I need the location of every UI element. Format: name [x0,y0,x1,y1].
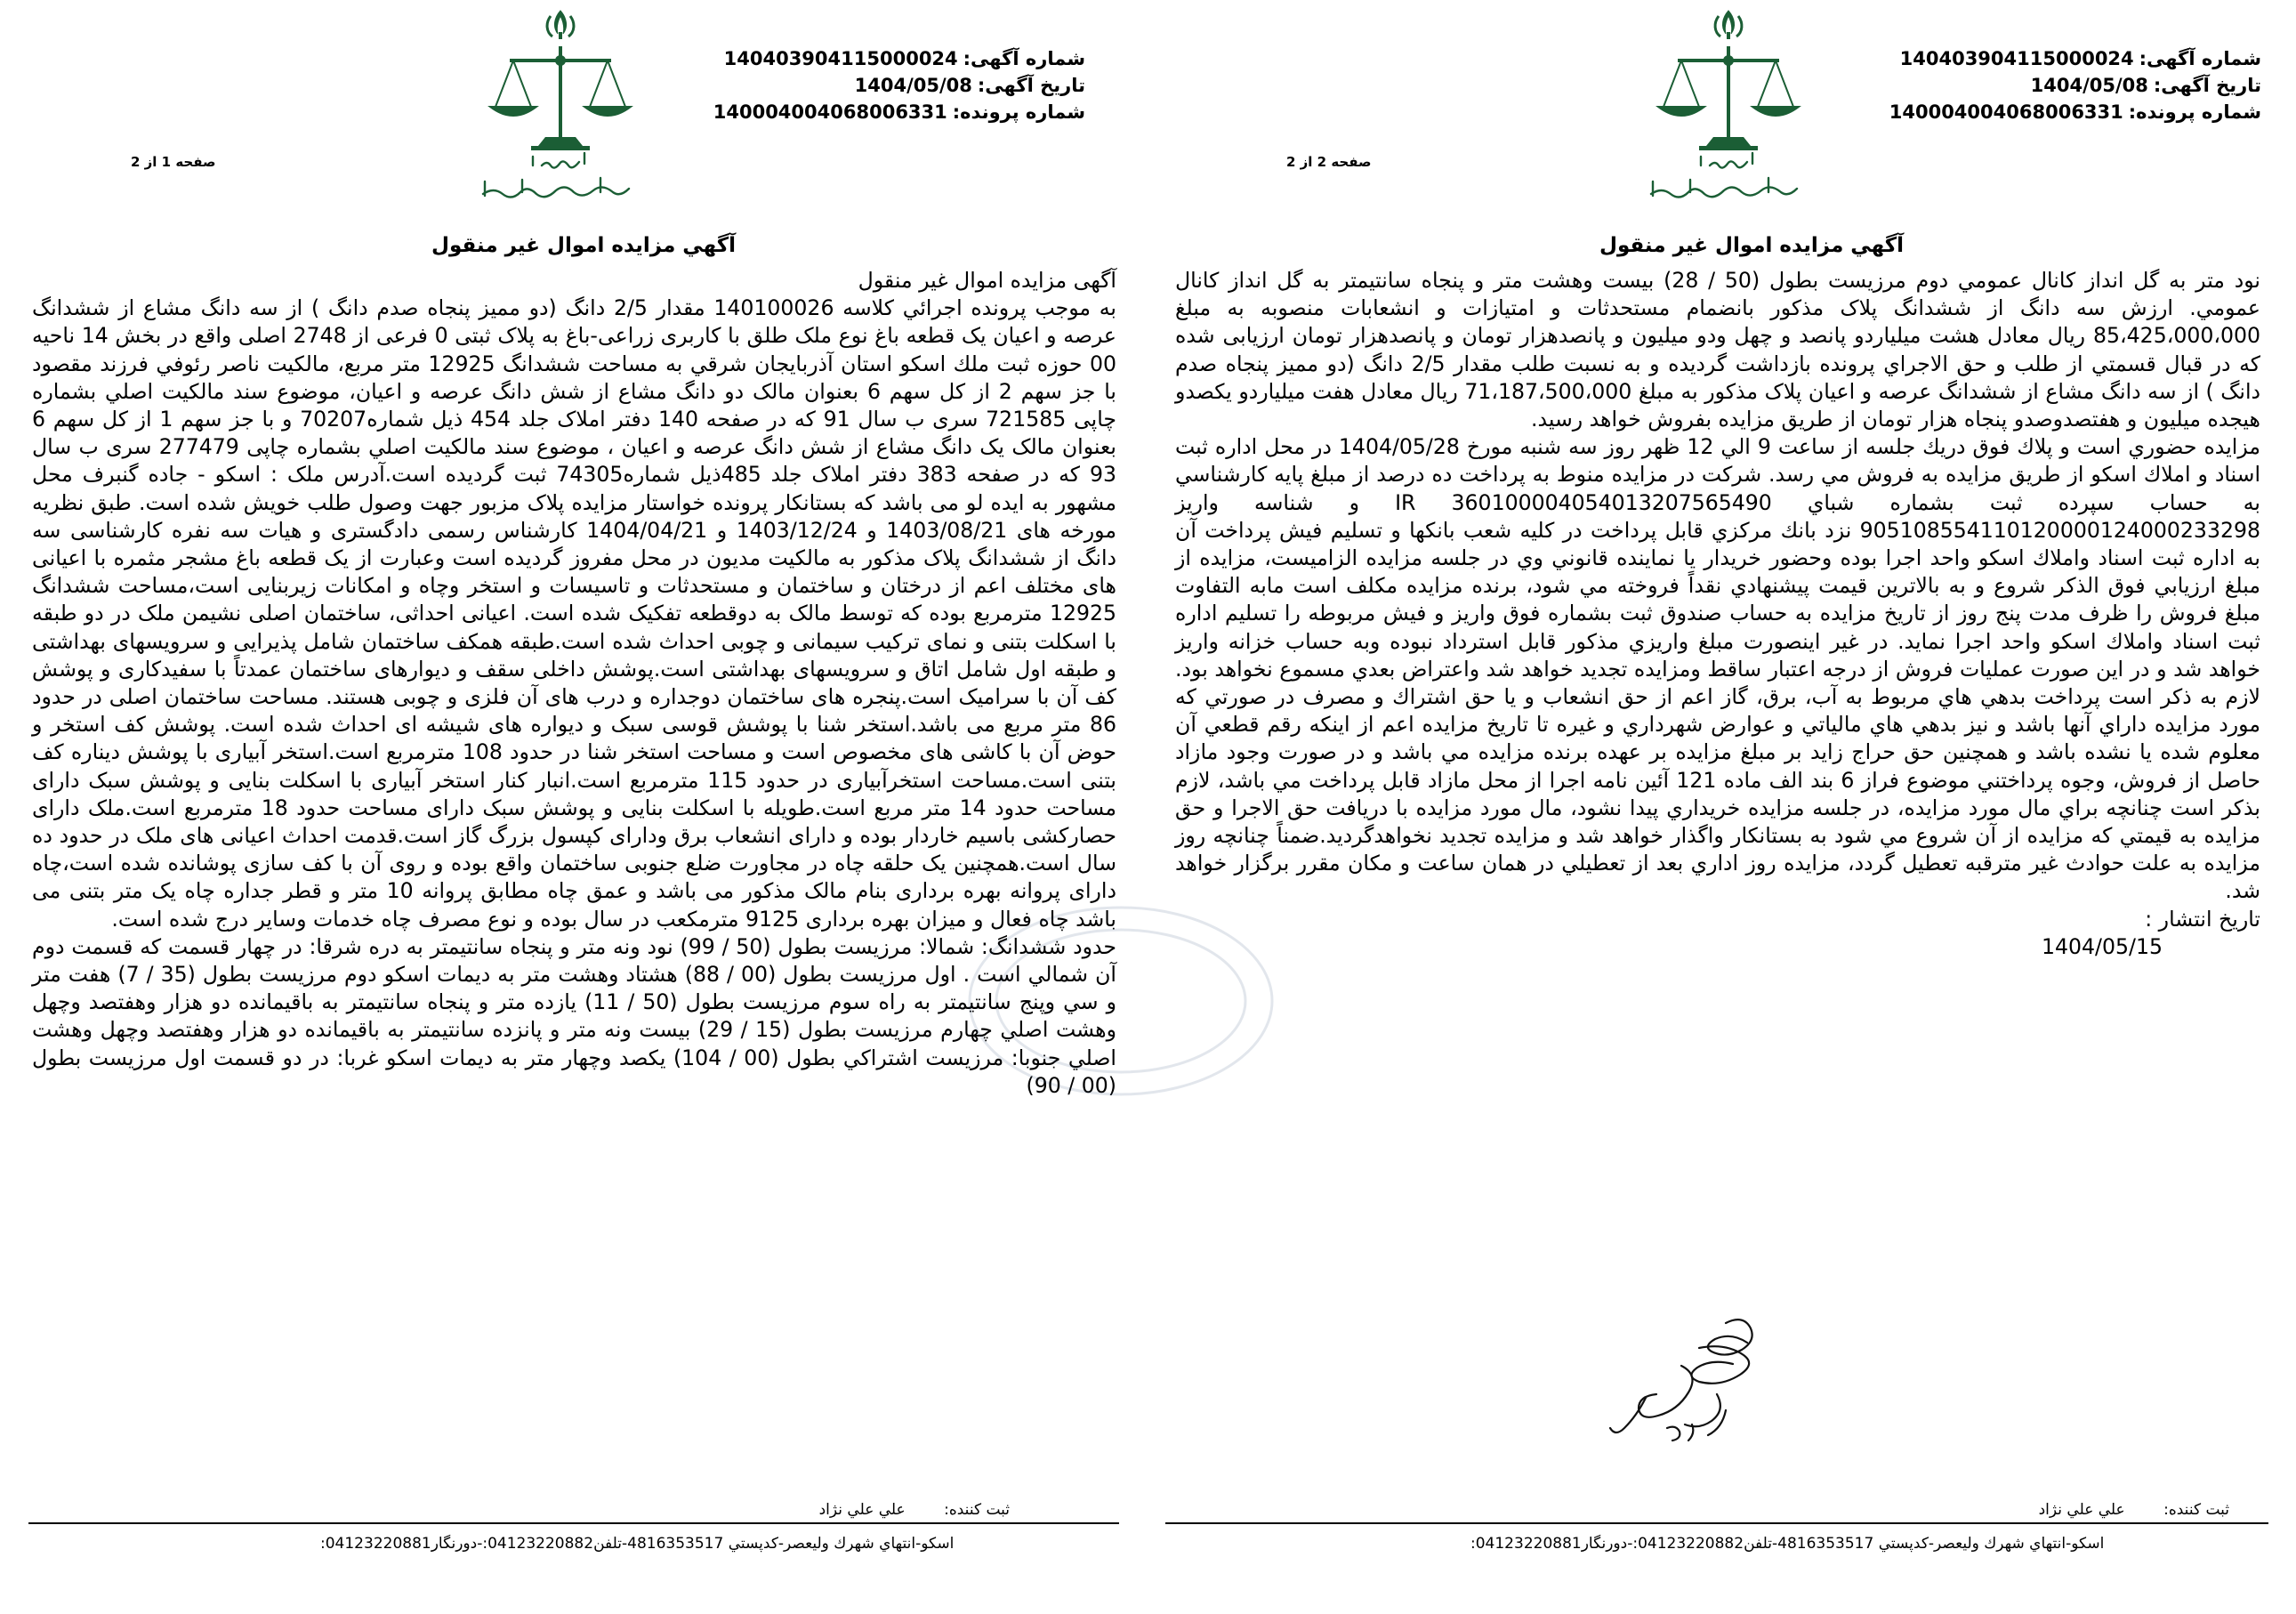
page-number: صفحه 2 از 2 [1286,154,1372,170]
notice-paragraph: به موجب پرونده اجرائي كلاسه 140100026 مقدار 2/5 دانگ (دو مميز پنجاه صدم دانگ ) از سه دانگ مشاع از ششدانگ عرصه و اعیان یک قطعه باغ نوع ملک طلق با کاربری زراعی-باغ به پلاک ثبتی 0 فرعی از 2748 اصلی واقع در بخش 14 ناحیه 00 حوزه ثبت ملك اسكو استان آذربايجان شرقي به مساحت ششدانگ 12925 متر مربع، مالکیت ناصر رئوفي فرزند مقصود با جز سهم 2 از کل سهم 6 بعنوان مالک دو دانگ مشاع از شش دانگ عرصه و اعیان، موضوع سند مالکیت اصلي بشماره چاپی 721585 سری ب سال 91 که در صفحه 140 دفتر املاک جلد 454 ذیل شماره70207 و با جز سهم 1 از کل سهم 6 بعنوان مالک یک دانگ مشاع از شش دانگ عرصه و اعیان ، موضوع سند مالکیت اصلي بشماره چاپی 277479 سری ب سال 93 که در صفحه 383 دفتر املاک جلد 485ذیل شماره74305 ثبت گردیده است.آدرس ملک : اسکو - جاده گنبرف محل مشهور به ایده لو می باشد که بستانکار پرونده خواستار مزایده پلاک مزبور جهت وصول طلب خویش شده است. طبق نظریه مورخه های 1403/08/21 و 1403/12/24 و 1404/04/21 کارشناس رسمی دادگستری و هیات سه نفره کارشناسی سه دانگ از ششدانگ پلاک مذکور به مالکیت مدیون در محل مفروز گردیده است وعبارت از یک قطعه باغ مشجر مثمره با اعیانی های مختلف اعم از درختان و ساختمان و مستحدثات و تاسیسات و استخر وچاه و امکانات زیربنایی است،مساحت ششدانگ 12925 مترمربع بوده که توسط مالک به دوقطعه تفکیک شده است. اعیانی احداثی، ساختمان اصلی نشیمن ملک در دو طبقه با اسکلت بتنی و نمای ترکیب سیمانی و چوبی احداث شده است.طبقه همکف ساختمان شامل پذیرایی و سرویسهای بهداشتی و طبقه اول شامل اتاق و سرویسهای بهداشتی است.پوشش داخلی سقف و دیوارهای ساختمان عمدتاً با سفیدکاری و پوشش کف آن با سرامیک است.پنجره های ساختمان دوجداره و درب های آن فلزی و چوبی هستند. مساحت ساختمان اصلی در حدود 86 متر مربع می باشد.استخر شنا با پوشش قوسی سبک و دیواره های شیشه ای احداث شده است. پوشش کف استخر و حوض آن با کاشی های مخصوص است و مساحت استخر شنا در حدود 108 مترمربع است.استخر آبیاری با پوشش دیناره کف بتنی است.مساحت استخرآبیاری در حدود 115 مترمربع است.انبار کنار استخر آبیاری با اسکلت بنایی و پوشش سبک دارای مساحت حدود 14 متر مربع است.طویله با اسکلت بنایی و پوشش سبک دارای مساحت حدود 18 مترمربع است.ملک دارای حصارکشی باسیم خاردار بوده و دارای انشعاب برق ودارای کپسول بزرگ گاز است.قدمت احداث اعیانی های ملک در حدود ده سال است.همچنین یک حلقه چاه در مجاورت ضلع جنوبی ساختمان واقع بوده و روی آن با کف سازی پوشانده شده است،چاه دارای پروانه بهره برداری بنام مالک مذکور می باشد و عمق چاه مطابق پروانه 10 متر و قطر جداره چاه یک متر بتنی می باشد چاه فعال و میزان بهره برداری 9125 مترمکعب در سال بوده و نوع مصرف چاه خدمات وسایر درج شده است. [32,295,1117,932]
ad-meta [713,46,1085,125]
registrar-label: ثبت کننده: [2163,1501,2229,1519]
ad-number-label: شماره آگهی: [963,48,1085,69]
file-number-label: شماره پرونده: [952,101,1085,123]
notice-body [1175,267,2260,961]
ad-number: 140403904115000024 [723,48,958,69]
notice-title: آگهي مزايده اموال غير منقول [1599,234,1905,257]
registrar [2039,1501,2229,1519]
notice-paragraph: حدود ششدانگ: شمالا: مرزيست بطول (50 / 99) نود ونه متر و پنجاه سانتيمتر به دره شرقا: در چهار قسمت كه قسمت دوم آن شمالي است . اول مرزيست بطول (00 / 88) هشتاد وهشت متر به ديمات اسكو دوم مرزيست بطول (35 / 7) هفت متر و سي وپنج سانتيمتر به راه سوم مرزيست بطول (50 / 11) يازده متر و پنجاه سانتيمتر به باقيمانده دو هزار وهفتصد وچهل وهشت اصلي چهارم مرزيست بطول (15 / 29) بيست ونه متر و پانزده سانتيمتر به باقيمانده دو هزار وهفتصد وچهل وهشت اصلي جنوبا: مرزيست اشتراكي بطول (00 / 104) يكصد وچهار متر به ديمات اسكو غربا: در دو قسمت اول مرزيست بطول (00 / 90) [32,933,1116,1098]
publish-date-label: تاريخ انتشار : [2145,906,2260,932]
ad-number-label: شماره آگهی: [2139,48,2261,69]
notice-paragraph: آگهی مزایده اموال غیر منقول [858,268,1116,293]
registrar-name: علي علي نژاد [2038,1501,2125,1519]
registrar [819,1501,1010,1519]
page-number: صفحه 1 از 2 [131,154,216,170]
ad-date: 1404/05/08 [2030,74,2148,96]
file-number: 140004004068006331 [713,101,947,123]
ad-meta [1889,46,2261,125]
ad-date-label: تاریخ آگهی: [2153,74,2261,96]
registrar-name: علي علي نژاد [818,1501,906,1519]
notice-body [32,267,1116,1100]
notice-paragraph: مزايده حضوري است و پلاك فوق دريك جلسه از ساعت 9 الي 12 ظهر روز سه شنبه مورخ 1404/05/28 در محل اداره ثبت اسناد و املاك اسكو از طريق مزايده به فروش مي رسد. شركت در مزايده منوط به پرداخت ده درصد از مبلغ پايه كارشناسي به حساب سپرده ثبت بشماره شباي IR 360100004054013207565490 و شناسه واريز 905108554110120000124000233298 نزد بانك مركزي قابل پرداخت در كليه شعب بانكها و تسليم فيش پرداخت آن به اداره ثبت اسناد واملاك اسكو واحد اجرا بوده وحضور خريدار يا نماينده قانوني وي در جلسه مزايده الزاميست، مزايده از مبلغ ارزيابي فوق الذكر شروع و به بالاترين قيمت پيشنهادي نقداً فروخته مي شود، برنده مزايده مكلف است مابه التفاوت مبلغ فروش را ظرف مدت پنج روز از تاريخ مزايده به حساب صندوق ثبت بشماره فوق واريز و فيش مربوطه را تسليم اداره ثبت اسناد واملاك اسكو واحد اجرا نمايد. در غير اينصورت مبلغ واريزي مذكور قابل استرداد نبوده وبه حساب خزانه واريز خواهد شد و در اين صورت عمليات فروش از درجه اعتبار ساقط ومزايده تجديد خواهد شد واعتراض بعدي مسموع نخواهد بود. لازم به ذكر است پرداخت بدهي هاي مربوط به آب، برق، گاز اعم از حق انشعاب و يا حق اشتراك و مصرف در صورتي كه مورد مزايده داراي آنها باشد و نيز بدهي هاي مالياتي و عوارض شهرداري و غيره تا تاريخ مزايده اعم از اينكه رقم قطعي آن معلوم شده يا نشده باشد و همچنين حق حراج زايد بر مبلغ مزايده بر عهده برنده مزايده مي باشد و در صورت وجود مازاد حاصل از فروش، وجوه پرداختني موضوع فراز 6 بند الف ماده 121 آئين نامه اجرا از محل مازاد قابل پرداخت مي باشد، لازم بذكر است چنانچه براي مال مورد مزايده، در جلسه مزايده خريداري پيدا نشود، مال مورد مزايده با دريافت حق الاجرا و حق مزايده به قيمتي كه مزايده از آن شروع مي شود به بستانكار واگذار خواهد شد و مزايده تجديد نخواهدگرديد.ضمناً چنانچه روز مزايده به علت حوادث غير مترقبه تعطيل گردد، مزايده روز اداري بعد از تعطيلي در همان ساعت و مكان مقرر برگزار خواهد شد. [1175,434,2261,904]
footer-contact: اسكو-انتهاي شهرك وليعصر-كدپستي 4816353517-تلفن04123220882:-دورنگار04123220881: [320,1535,955,1553]
ad-number: 140403904115000024 [1899,48,2134,69]
footer-contact: اسكو-انتهاي شهرك وليعصر-كدپستي 4816353517-تلفن04123220882:-دورنگار04123220881: [1470,1535,2105,1553]
ad-date: 1404/05/08 [854,74,972,96]
file-number-label: شماره پرونده: [2128,101,2261,123]
registrar-label: ثبت کننده: [944,1501,1010,1519]
notice-title: آگهي مزايده اموال غير منقول [431,234,737,257]
handwritten-signature-icon [1592,1312,1788,1455]
judiciary-emblem-icon [476,7,645,207]
ad-date-label: تاریخ آگهی: [977,74,1085,96]
footer-divider [28,1522,1119,1524]
notice-paragraph: نود متر به گل انداز كانال عمومي دوم مرزيست بطول (50 / 28) بيست وهشت متر و پنجاه سانتيمتر به گل انداز كانال عمومي. ارزش سه دانگ از ششدانگ پلاک مذکور بانضمام مستحدثات و امتیازات و انشعابات منصوبه به مبلغ 85،425،000،000 ریال معادل هشت میلیاردو پانصد و چهل ودو میلیون و پانصدهزار تومان و پانصدهزار تومان ارزیابی شده که در قبال قسمتي از طلب و حق الاجراي پرونده بازداشت گرديده و به نسبت طلب مقدار 2/5 دانگ (دو مميز پنجاه صدم دانگ ) از سه دانگ مشاع از ششدانگ عرصه و اعیان پلاک مذکور به مبلغ 71،187،500،000 ریال معادل هفت میلیاردو یکصدو هیجده میلیون و هفتصدوصدو پنجاه هزار تومان از طریق مزایده بفروش خواهد رسید. [1175,268,2261,432]
page-2 [1165,0,2296,1614]
publish-date: 1404/05/15 [2042,933,2163,959]
file-number: 140004004068006331 [1889,101,2123,123]
footer-divider [1165,1522,2268,1524]
judiciary-emblem-icon [1644,7,1813,207]
